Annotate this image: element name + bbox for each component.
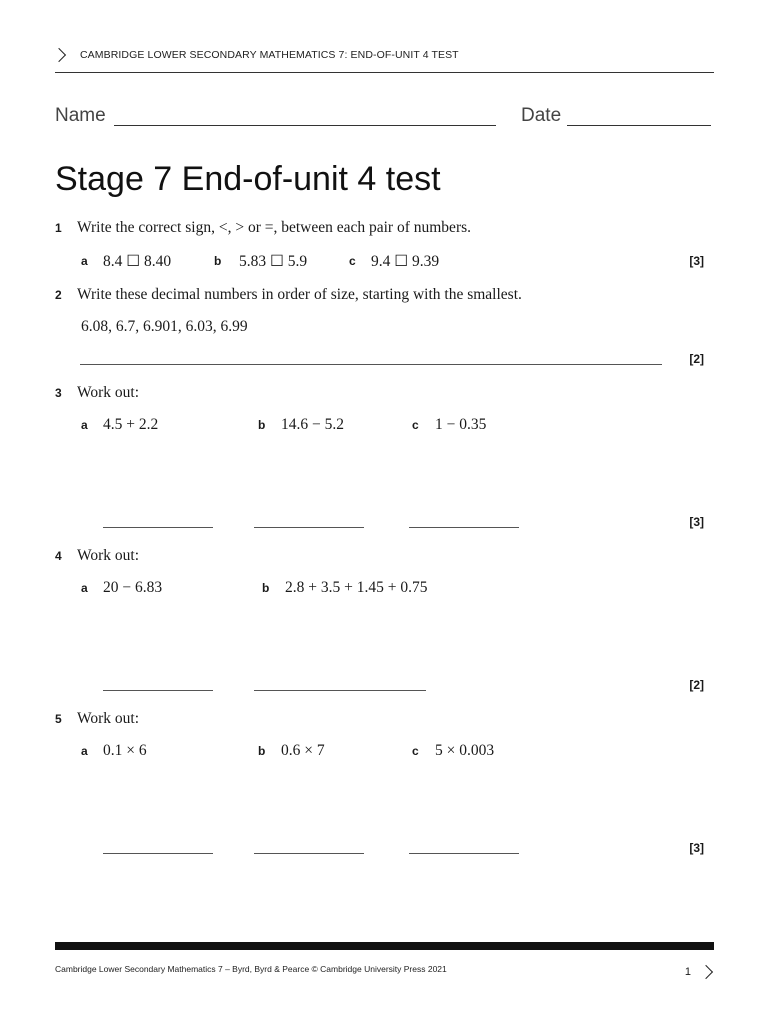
answer-line[interactable]: [409, 853, 519, 854]
marks-label: [2]: [689, 352, 704, 366]
part-label: b: [258, 744, 266, 758]
footer-bar: [55, 942, 714, 950]
question-text: Work out:: [77, 710, 140, 727]
part-text: 4.5 + 2.2: [103, 416, 159, 433]
question-number: 4: [55, 549, 62, 563]
header-title: CAMBRIDGE LOWER SECONDARY MATHEMATICS 7: END-OF-UNIT 4 TEST: [80, 49, 459, 61]
question-text: Write these decimal numbers in order of size, starting with the smallest.: [77, 286, 522, 303]
part-text: 9.4 ☐ 9.39: [371, 253, 440, 270]
chevron-right-icon: [52, 48, 66, 62]
part-label: c: [349, 254, 356, 268]
part-text: 0.1 × 6: [103, 742, 147, 759]
date-line[interactable]: [567, 125, 711, 126]
answer-line[interactable]: [254, 527, 364, 528]
part-label: b: [258, 418, 266, 432]
page-number: 1: [684, 966, 691, 978]
question-number: 3: [55, 386, 62, 400]
chevron-right-icon[interactable]: [699, 965, 713, 979]
footer-copyright: Cambridge Lower Secondary Mathematics 7 – Byrd, Byrd & Pearce © Cambridge University Press 2021: [55, 964, 447, 974]
answer-line[interactable]: [103, 527, 213, 528]
part-text: 20 − 6.83: [103, 579, 163, 596]
answer-line[interactable]: [409, 527, 519, 528]
part-label: b: [262, 581, 270, 595]
header-divider: [55, 72, 714, 73]
answer-line[interactable]: [254, 853, 364, 854]
question-text: Work out:: [77, 547, 140, 564]
question-number: 2: [55, 288, 62, 302]
question-number: 1: [55, 221, 62, 235]
part-label: c: [412, 744, 419, 758]
question-number: 5: [55, 712, 62, 726]
part-label: c: [412, 418, 419, 432]
part-label: a: [81, 254, 88, 268]
part-text: 0.6 × 7: [281, 742, 325, 759]
question-text: Write the correct sign, <, > or =, between each pair of numbers.: [77, 219, 472, 236]
answer-line[interactable]: [103, 690, 213, 691]
date-label: Date: [521, 105, 562, 126]
number-list: 6.08, 6.7, 6.901, 6.03, 6.99: [81, 318, 248, 335]
test-title: Stage 7 End-of-unit 4 test: [55, 160, 441, 198]
answer-line[interactable]: [80, 364, 662, 365]
part-text: 8.4 ☐ 8.40: [103, 253, 172, 270]
part-text: 5.83 ☐ 5.9: [239, 253, 308, 270]
answer-line[interactable]: [254, 690, 426, 691]
part-text: 14.6 − 5.2: [281, 416, 344, 433]
part-text: 2.8 + 3.5 + 1.45 + 0.75: [285, 579, 428, 596]
part-label: a: [81, 581, 88, 595]
marks-label: [3]: [689, 254, 704, 268]
marks-label: [3]: [689, 841, 704, 855]
name-label: Name: [55, 105, 106, 126]
question-text: Work out:: [77, 384, 140, 401]
marks-label: [2]: [689, 678, 704, 692]
marks-label: [3]: [689, 515, 704, 529]
answer-line[interactable]: [103, 853, 213, 854]
part-text: 1 − 0.35: [435, 416, 487, 433]
name-line[interactable]: [114, 125, 496, 126]
part-text: 5 × 0.003: [435, 742, 495, 759]
part-label: a: [81, 744, 88, 758]
part-label: b: [214, 254, 222, 268]
part-label: a: [81, 418, 88, 432]
